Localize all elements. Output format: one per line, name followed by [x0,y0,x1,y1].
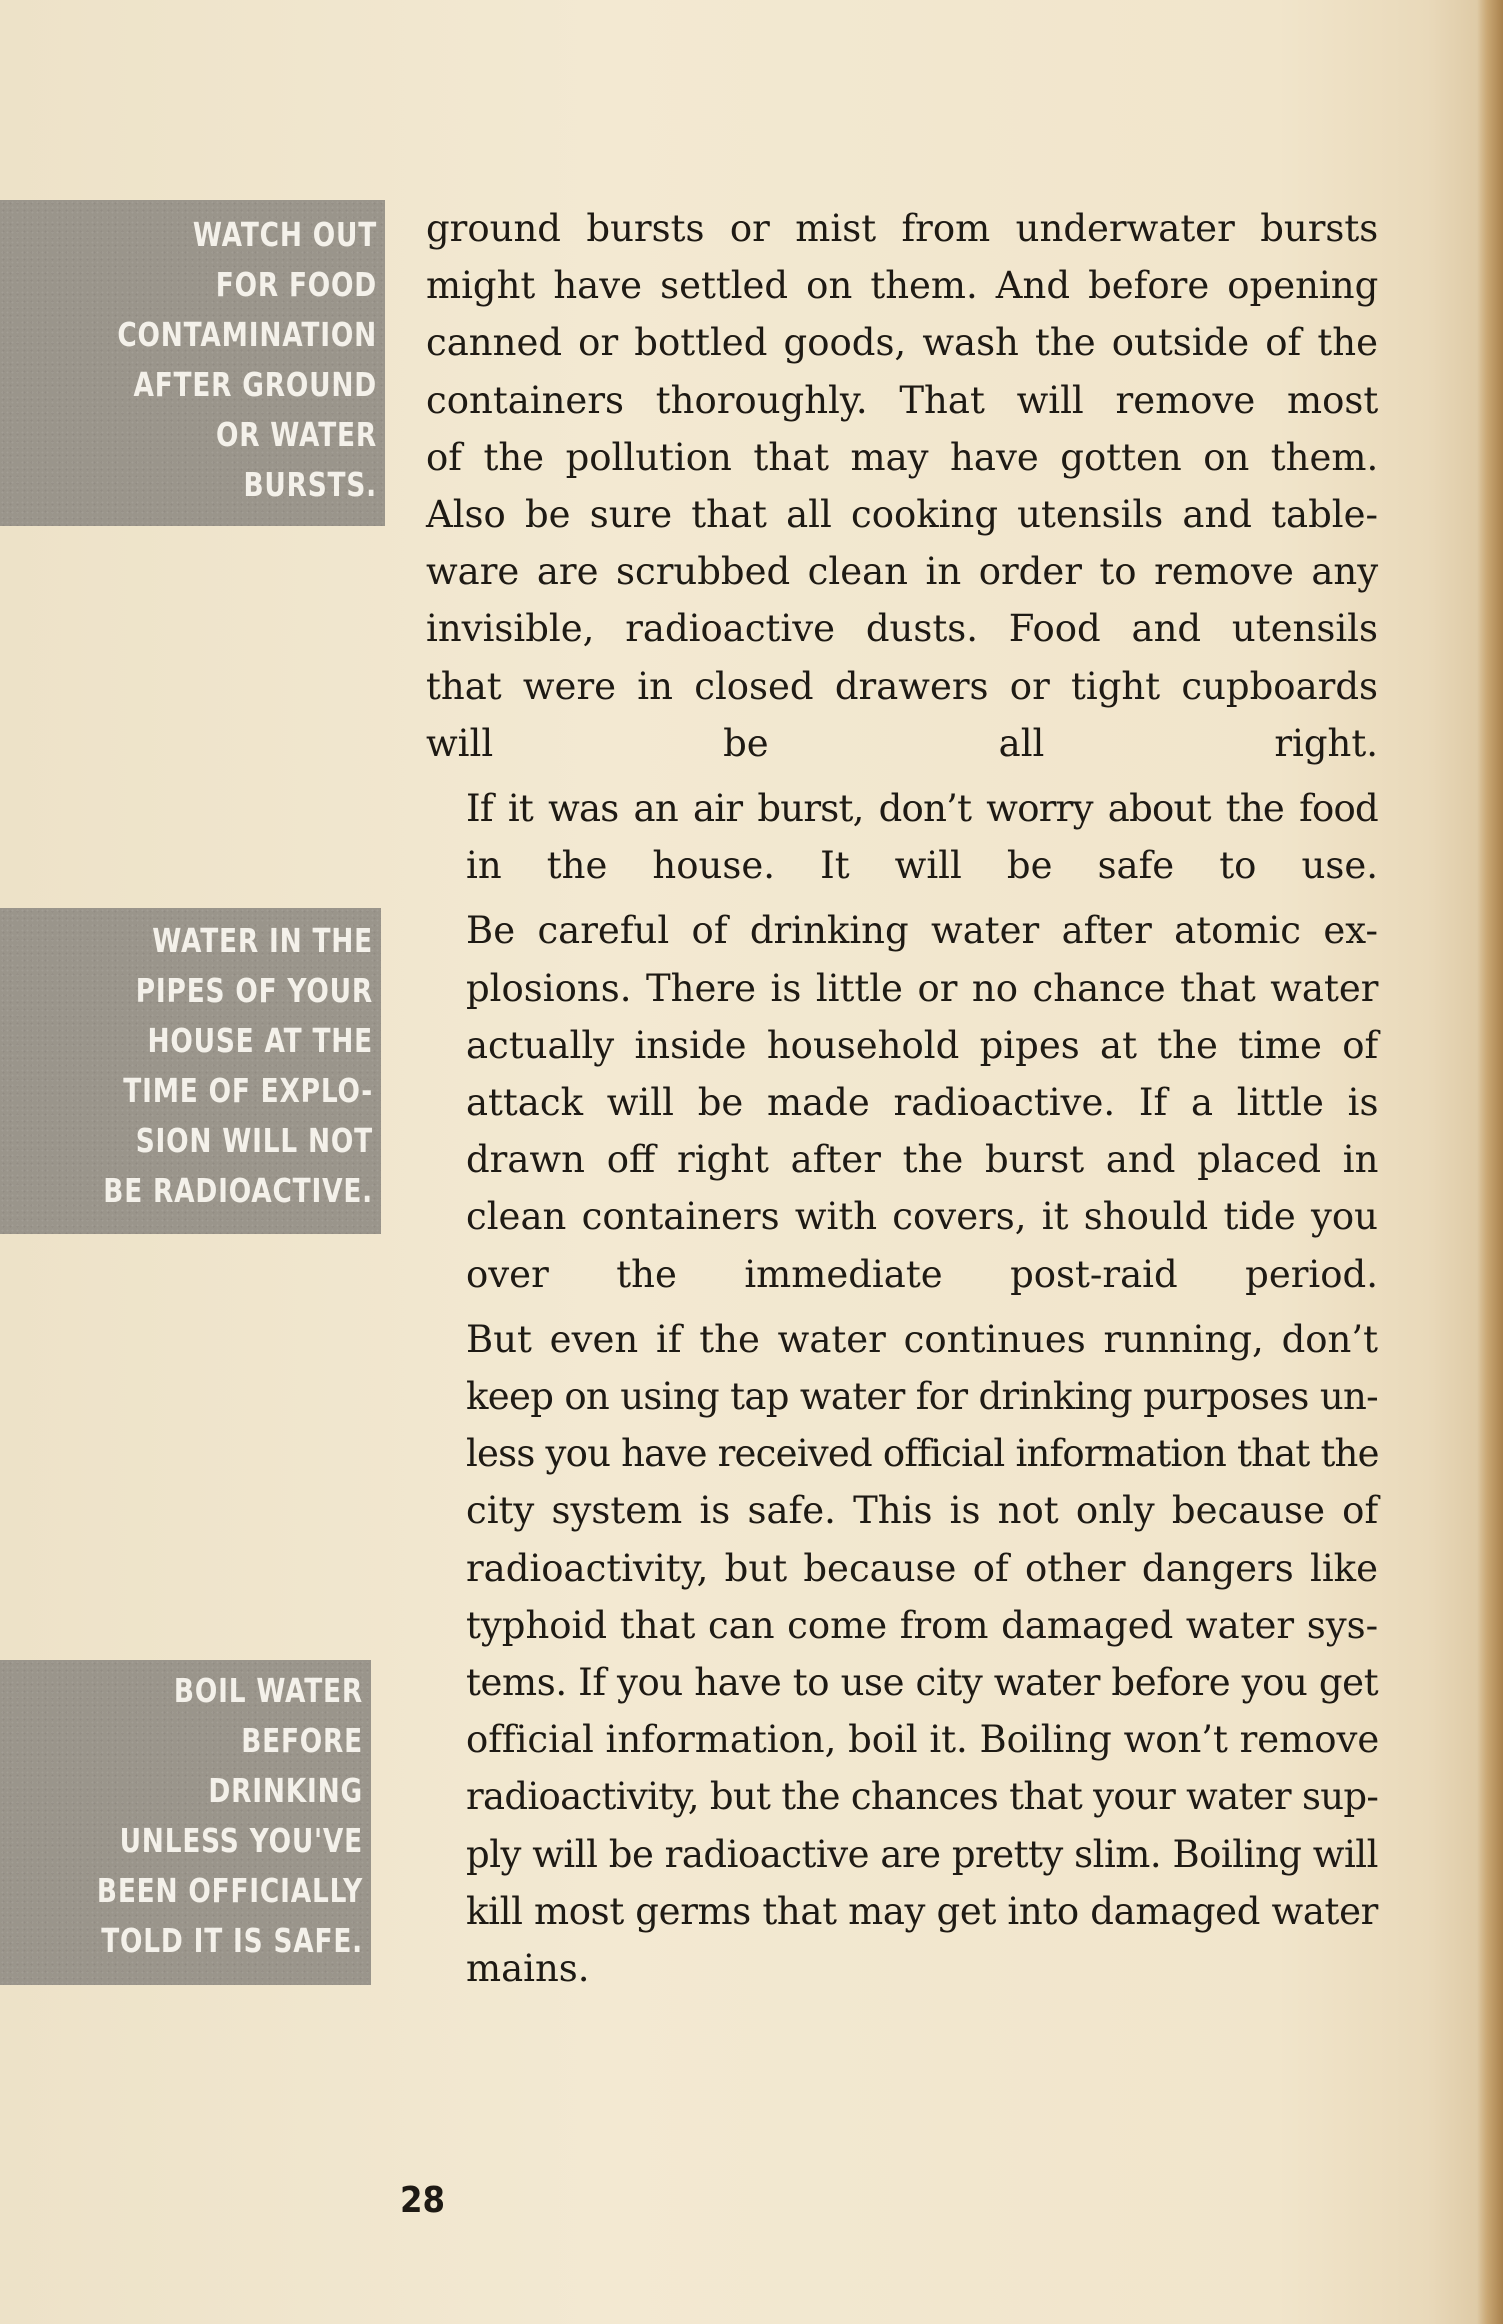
text-line: actually inside household pipes at the time of [466,1023,1379,1067]
text-line: containers thoroughly. That will remove most [426,378,1379,422]
text-line: plosions. There is little or no chance that water [466,966,1379,1010]
text-line: tems. If you have to use city water before you get [466,1661,1379,1705]
margin-note-line: FOR FOOD [215,265,377,304]
text-line: ground bursts or mist from underwater bursts [426,207,1379,250]
margin-note-line: BOIL WATER [173,1671,363,1710]
margin-note-line: UNLESS YOU'VE [119,1821,363,1860]
margin-note-line: BEEN OFFICIALLY [96,1871,363,1910]
text-line: canned or bottled goods, wash the outside of the [426,321,1378,365]
margin-note-boil-water [0,1660,371,1985]
text-line: invisible, radioactive dusts. Food and utensils [426,607,1378,651]
margin-note-line: TOLD IT IS SAFE. [101,1921,363,1960]
margin-note-line: BE RADIOACTIVE. [103,1171,373,1210]
body-text [426,200,1378,1997]
text-line: will be all right. [426,721,1378,765]
margin-note-line: AFTER GROUND [133,365,377,404]
text-line: that were in closed drawers or tight cupboards [426,664,1378,708]
text-line: typhoid that can come from damaged water sys- [466,1603,1379,1647]
text-line: Also be sure that all cooking utensils and table- [426,493,1378,537]
text-line: over the immediate post-raid period. [466,1252,1378,1296]
text-line: of the pollution that may have gotten on them. [426,435,1379,479]
paragraph-drinking-water [426,902,1378,1302]
margin-note-line: SION WILL NOT [135,1121,373,1160]
margin-note-line: OR WATER [215,415,377,454]
margin-note-food-contamination [0,200,385,526]
page-edge [1477,0,1503,2324]
text-line: ware are scrubbed clean in order to remove any [426,550,1379,594]
margin-note-line: WATER IN THE [152,921,373,960]
text-line: drawn off right after the burst and placed in [466,1138,1379,1182]
margin-note-line: HOUSE AT THE [147,1021,373,1060]
page-number: 28 [400,2180,446,2221]
margin-note-line: BEFORE [241,1721,363,1760]
text-line: clean containers with covers, it should tide you [466,1195,1378,1239]
text-line: mains. [466,1947,590,1991]
text-line: attack will be made radioactive. If a little is [466,1081,1379,1125]
text-line: city system is safe. This is not only because of [466,1489,1379,1533]
text-line: But even if the water continues running, don’t [466,1317,1378,1361]
text-line: Be careful of drinking water after atomic ex- [466,909,1378,953]
paragraph-food-contamination [426,200,1378,772]
text-line: in the house. It will be safe to use. [466,844,1378,888]
paragraph-air-burst [426,780,1378,894]
text-line: kill most germs that may get into damaged water [466,1889,1378,1933]
paragraph-tap-water [426,1311,1378,1997]
margin-note-line: DRINKING [208,1771,363,1810]
text-line: keep on using tap water for drinking purposes un- [466,1375,1378,1419]
text-line: radioactivity, but because of other dangers like [466,1546,1378,1590]
margin-note-water-pipes [0,908,381,1234]
margin-note-line: CONTAMINATION [117,315,378,354]
margin-note-line: WATCH OUT [192,215,377,254]
text-line: If it was an air burst, don’t worry about the food [466,787,1378,831]
margin-note-line: PIPES OF YOUR [135,971,373,1010]
text-line: ply will be radioactive are pretty slim. Boiling will [466,1832,1378,1876]
margin-note-line: BURSTS. [243,465,377,504]
margin-note-line: TIME OF EXPLO- [123,1071,373,1110]
text-line: might have settled on them. And before opening [426,264,1379,308]
text-line: less you have received official information that the [466,1432,1379,1476]
text-line: radioactivity, but the chances that your water sup- [466,1775,1379,1819]
text-line: official information, boil it. Boiling won’t remove [466,1718,1380,1762]
